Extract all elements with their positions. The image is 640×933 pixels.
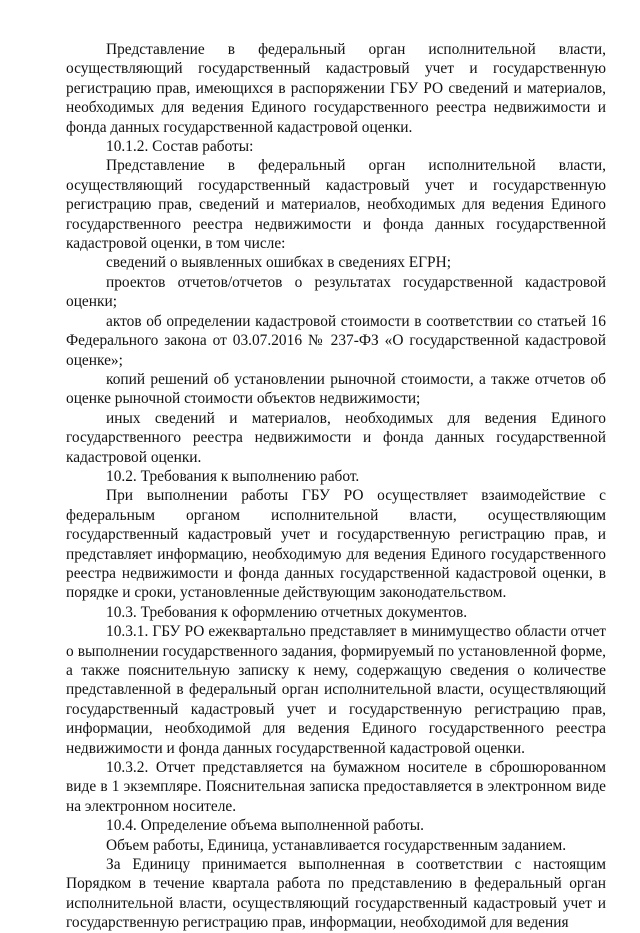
paragraph: Объем работы, Единица, устанавливается государственным заданием. — [106, 836, 567, 854]
paragraph: Представление в федеральный орган исполнительной власти, осуществляющий государственный кадастровый учет и государственную регистрацию прав, сведений и материалов, необходимых для ведения Единого государственного реестра недвижимости и фонда данных государственной кадастровой оценки, в том числе: — [66, 157, 606, 253]
list-item: сведений о выявленных ошибках в сведениях ЕГРН; — [106, 254, 452, 272]
list-item: актов об определении кадастровой стоимости в соответствии со статьей 16 Федерального закона от 03.07.2016 № 237-ФЗ «О государственной кадастровой оценке»; — [66, 312, 606, 369]
paragraph: 10.3.2. Отчет представляется на бумажном носителе в сброшюрованном виде в 1 экземпляре. Пояснительная записка предоставляется в электронном виде на электронном носителе. — [66, 759, 606, 815]
paragraph: 10.3.1. ГБУ РО ежеквартально представляет в минимущество области отчет о выполнении государственного задания, формируемый по установленной форме, а также пояснительную записку к нему, содержащую сведения о количестве представленной в федеральный орган исполнительной власти, осуществляющий государственный кадастровый учет и государственную регистрацию прав, информации, необходимой для ведения Единого государственного реестра недвижимости и фонда данных государственной кадастровой оценки. — [66, 623, 606, 757]
list-item: иных сведений и материалов, необходимых для ведения Единого государственного реестра недвижимости и фонда данных государственной кадастровой оценки. — [66, 409, 606, 466]
list-item: проектов отчетов/отчетов о результатах государственной кадастровой оценки; — [66, 273, 606, 311]
section-heading-10-3: 10.3. Требования к оформлению отчетных документов. — [106, 603, 468, 621]
section-heading-10-2: 10.2. Требования к выполнению работ. — [106, 467, 360, 485]
section-heading-10-4: 10.4. Определение объема выполненной работы. — [106, 817, 424, 835]
paragraph: При выполнении работы ГБУ РО осуществляет взаимодействие с федеральным органом исполнительной власти, осуществляющим государственный кадастровый учет и государственную регистрацию прав, и представляет информацию, необходимую для ведения Единого государственного реестра недвижимости и фонда данных государственной кадастровой оценки, в порядке и сроки, установленные действующим законодательством. — [66, 487, 606, 602]
paragraph: За Единицу принимается выполненная в соответствии с настоящим Порядком в течение квартала работа по представлению в федеральный орган исполнительной власти, осуществляющий государственный кадастровый учет и государственную регистрацию прав, информации, необходимой для ведения — [66, 856, 606, 932]
list-item: копий решений об установлении рыночной стоимости, а также отчетов об оценке рыночной стоимости объектов недвижимости; — [66, 370, 606, 408]
section-heading-10-1-2: 10.1.2. Состав работы: — [106, 138, 254, 156]
paragraph: Представление в федеральный орган исполнительной власти, осуществляющий государственный кадастровый учет и государственную регистрацию прав, имеющихся в распоряжении ГБУ РО сведений и материалов, необходимых для ведения Единого государственного реестра недвижимости и фонда данных государственной кадастровой оценки. — [66, 41, 606, 136]
document-page — [66, 40, 606, 933]
